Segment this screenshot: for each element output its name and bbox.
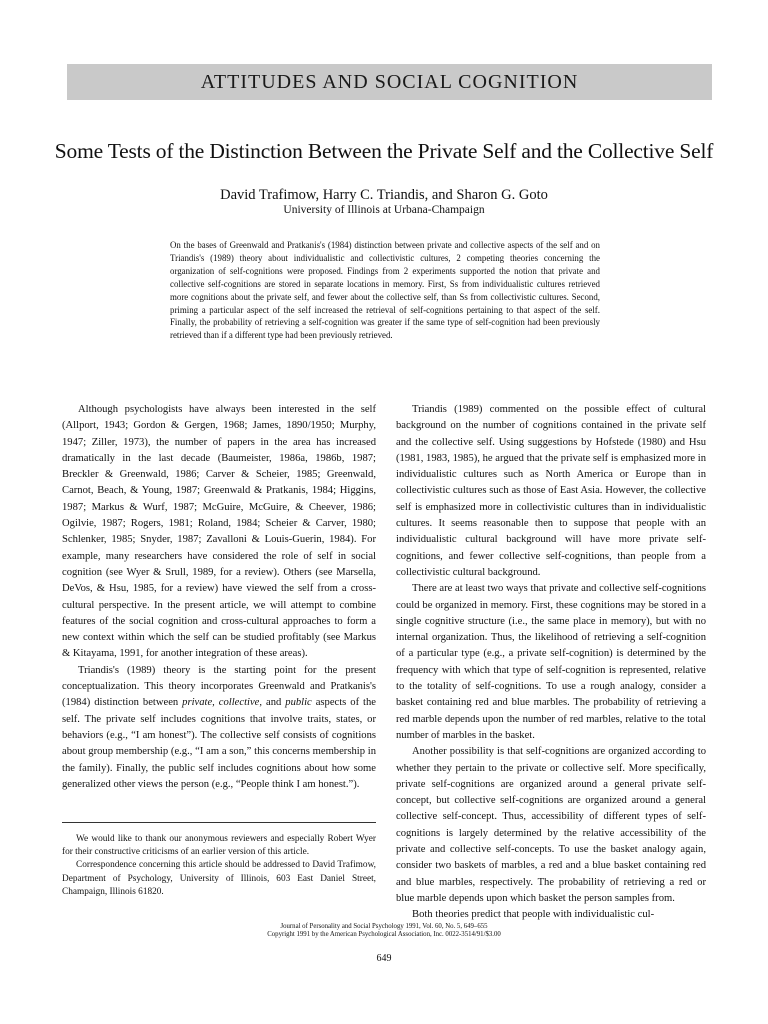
footnotes: [62, 833, 376, 899]
right-column: [396, 402, 706, 924]
author-list: David Trafimow, Harry C. Triandis, and Sharon G. Goto: [220, 187, 548, 203]
emphasis-text: private, collective,: [182, 697, 263, 709]
left-column: [62, 402, 376, 793]
article-title: Some Tests of the Distinction Between the Private Self and the Collective Self: [54, 139, 714, 163]
body-paragraph: Both theories predict that people with individualistic cul-: [412, 909, 655, 921]
section-header: ATTITUDES AND SOCIAL COGNITION: [67, 64, 712, 100]
footnote-divider: [62, 822, 376, 823]
author-affiliation: University of Illinois at Urbana-Champaign: [283, 204, 485, 216]
text-run: and: [262, 697, 286, 709]
acknowledgment-note: We would like to thank our anonymous reviewers and especially Robert Wyer for their constructive criticisms of an earlier version of this article.: [62, 834, 376, 858]
body-paragraph: [62, 663, 376, 793]
journal-citation-line: Journal of Personality and Social Psychology 1991, Vol. 60, No. 5, 649–655: [280, 923, 488, 930]
emphasis-text: public: [285, 697, 312, 709]
copyright-line: Copyright 1991 by the American Psychological Association, Inc. 0022-3514/91/$3.00: [267, 931, 501, 939]
body-paragraph: Although psychologists have always been interested in the self (Allport, 1943; Gordon & Gergen, 1968; James, 1890/1950; Murphy, 1947; Ziller, 1973), the number of papers in the area has increased dramatically in the last decade (Baumeister, 1986a, 1986b, 1987; Breckler & Greenwald, 1986; Carver & Scheier, 1985; Greenwald, Carnot, Beach, & Young, 1987; Greenwald & Pratkanis, 1984; Higgins, 1987; Markus & Wurf, 1987; McGuire, McGuire, & Cheever, 1986; Ogilvie, 1987; Rogers, 1981; Roland, 1984; Scheier & Carver, 1980; Schlenker, 1985; Snyder, 1987; Zavalloni & Louis-Guerin, 1984). For example, many researchers have considered the role of self in social cognition (see Wyer & Srull, 1989, for a review). Others (see Marsella, DeVos, & Hsu, 1985, for a review) have viewed the self from a cross-cultural perspective. In the present article, we will attempt to combine features of the social cognition and cross-cultural approaches to form a new context within which the self can be studied profitably (see Markus & Kitayama, 1991, for another integration of these areas).: [62, 404, 376, 660]
text-run: Triandis's (1989) theory is the starting point for the present conceptualization. This theory incorporates Greenwald and Pratkanis's (1984) distinction between: [62, 664, 376, 709]
correspondence-note: Correspondence concerning this article should be addressed to David Trafimow, Department of Psychology, University of Illinois, 603 East Daniel Street, Champaign, Illinois 61820.: [62, 860, 376, 897]
text-run: aspects of the self. The private self includes cognitions that involve traits, states, or behaviors (e.g., “I am honest”). The collective self consists of cognitions about group membership (e.g., “I am a son,” this concerns membership in the family). Finally, the public self includes cognitions about how some generalized other views the person (e.g., “People think I am honest.”).: [62, 697, 377, 790]
journal-citation: [20, 923, 748, 939]
abstract: On the bases of Greenwald and Pratkanis's (1984) distinction between private and collective aspects of the self and on Triandis's (1989) theory about individualistic and collectivistic cultures, 2 competing theories concerning the organization of self-cognitions were proposed. Findings from 2 experiments supported the notion that private and collective self-cognitions are stored in separate locations in memory. First, Ss from individualistic cultures retrieved more cognitions about the private self, and fewer about the collective self, than Ss from collectivistic cultures. Second, priming a particular aspect of the self increased the retrieval of self-cognitions pertaining to that aspect of the self. Finally, the probability of retrieving a self-cognition was greater if the same type of self-cognition had been previously retrieved than if a different type had been previously retrieved.: [170, 240, 600, 341]
body-paragraph: Another possibility is that self-cognitions are organized according to whether they pertain to the private or collective self. More specifically, private self-cognitions are organized around a general private self-concept, but collective self-cognitions are organized around a general collective self-concept. Thus, accessibility of different types of self-cognitions is largely determined by the relative accessibility of the private and collective self-concepts. To use the basket analogy again, consider two baskets of marbles, a red and a blue basket containing red and blue marbles, respectively. The probability of retrieving a red or blue marble depends upon which basket the person samples from.: [396, 746, 706, 904]
page-number: 649: [376, 953, 392, 964]
body-paragraph: There are at least two ways that private and collective self-cognitions could be organized in memory. First, these cognitions may be stored in a single cognitive structure (i.e., the same place in memory), but with no internal organization. Thus, the likelihood of retrieving a self-cognition of a particular type (e.g., a private self-cognition) is determined by the frequency with which that type of self-cognition is represented, relative to the totality of self-cognitions. To use a rough analogy, consider a basket containing red and blue marbles. The probability of retrieving a red marble depends upon the number of red marbles, relative to the total number of marbles in the basket.: [396, 583, 706, 741]
body-paragraph: Triandis (1989) commented on the possible effect of cultural background on the number of cognitions contained in the private self and the collective self. Using suggestions by Hofstede (1980) and Hsu (1981, 1983, 1985), he argued that the private self is emphasized more in individualistic cultures such as North America or Europe than in collectivistic cultures such as those of East Asia. However, the collective self is emphasized more in collectivistic cultures than in individualistic cultures. It seems reasonable then to suppose that people with an individualistic cultural background will have more private self-cognitions, and fewer collective self-cognitions, than people from a collectivistic cultural background.: [396, 404, 706, 578]
